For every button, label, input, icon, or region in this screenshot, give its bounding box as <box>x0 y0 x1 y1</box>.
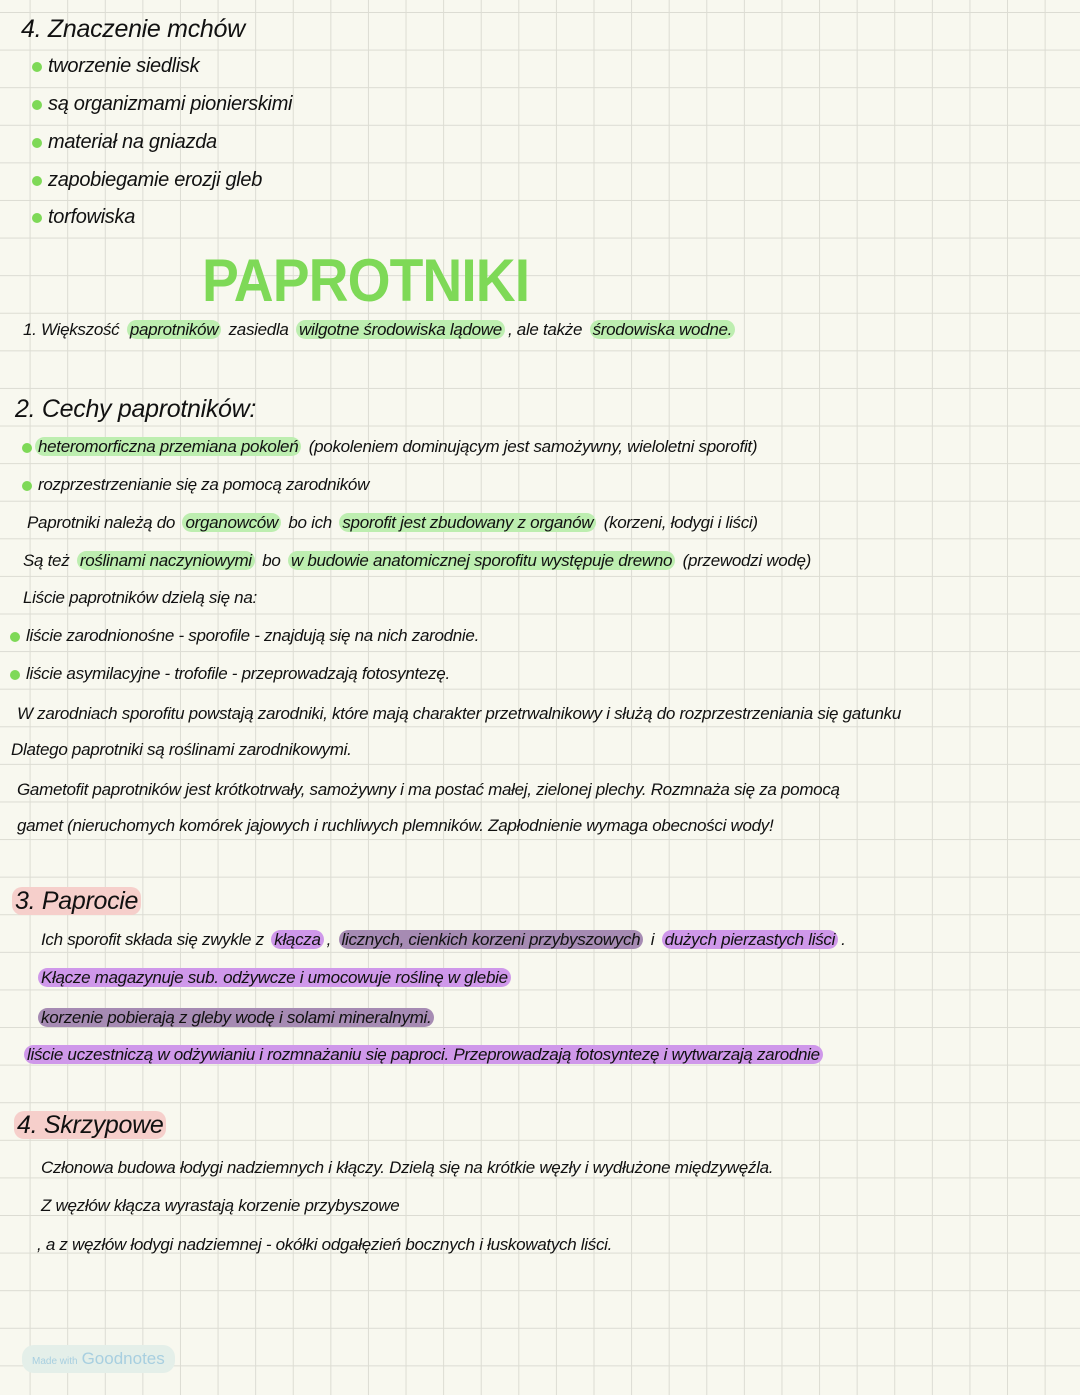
note-text: , a z węzłów łodygi nadziemnej - okółki odgałęzień bocznych i łuskowatych liści. <box>37 1235 613 1254</box>
note-line <box>38 1006 434 1030</box>
note-line <box>8 738 355 762</box>
note-line <box>12 394 259 424</box>
goodnotes-badge <box>22 1345 175 1373</box>
note-line <box>24 1043 823 1067</box>
highlighted-text: licznych, cienkich korzeni przybyszowych <box>339 930 644 949</box>
note-line <box>32 205 138 229</box>
badge-prefix: Made with <box>32 1356 78 1367</box>
note-text: bo <box>257 551 285 570</box>
highlighted-text: korzenie pobierają z gleby wodę i solami mineralnymi. <box>38 1008 434 1027</box>
note-text: torfowiska <box>48 206 136 228</box>
highlighted-text: 4. Skrzypowe <box>14 1111 166 1139</box>
note-line <box>22 473 372 497</box>
note-text: są organizmami pionierskimi <box>48 93 293 115</box>
highlighted-text: środowiska wodne. <box>590 320 735 339</box>
note-line <box>20 549 814 573</box>
note-line <box>34 1233 615 1257</box>
note-line <box>32 54 202 78</box>
note-text: rozprzestrzenianie się za pomocą zarodników <box>38 475 370 494</box>
note-text: Paprotniki należą do <box>27 513 180 532</box>
highlighted-text: wilgotne środowiska lądowe <box>296 320 505 339</box>
note-text: materiał na gniazda <box>48 131 217 153</box>
bullet-icon <box>22 481 32 491</box>
note-line <box>32 130 220 154</box>
note-text: Liście paprotników dzielą się na: <box>23 588 257 607</box>
note-text: Dlatego paprotniki są roślinami zarodnikowymi. <box>11 740 352 759</box>
highlighted-text: liście uczestniczą w odżywianiu i rozmnażaniu się paproci. Przeprowadzają fotosyntezę i wytwarzają zarodnie <box>24 1045 823 1064</box>
note-text: i <box>646 930 659 949</box>
note-text: liście asymilacyjne - trofofile - przeprowadzają fotosyntezę. <box>26 664 450 683</box>
note-line <box>38 928 849 952</box>
bullet-icon <box>32 100 42 110</box>
bullet-icon <box>32 62 42 72</box>
note-text: (pokoleniem dominującym jest samożywny, wieloletni sporofit) <box>304 437 758 456</box>
bullet-icon <box>10 670 20 680</box>
note-text: liście zarodnionośne - sporofile - znajdują się na nich zarodnie. <box>26 626 479 645</box>
note-line <box>38 966 511 990</box>
note-line <box>38 1194 402 1218</box>
page-title: PAPROTNIKI <box>202 247 530 314</box>
note-text: Ich sporofit składa się zwykle z <box>41 930 269 949</box>
bullet-icon <box>32 176 42 186</box>
note-text: Gametofit paprotników jest krótkotrwały, samożywny i ma postać małej, zielonej plechy. Rozmnaża się za pomocą <box>17 780 840 799</box>
highlighted-text: Kłącze magazynuje sub. odżywcze i umocowuje roślinę w glebie <box>38 968 511 987</box>
note-text: zapobiegamie erozji gleb <box>48 169 263 191</box>
note-text: zasiedla <box>224 320 294 339</box>
note-line <box>12 886 141 916</box>
note-text: (korzeni, łodygi i liści) <box>599 513 758 532</box>
note-line <box>10 662 453 686</box>
note-text: Członowa budowa łodygi nadziemnych i kłączy. Dzielą się na krótkie węzły i wydłużone międzywęźla. <box>41 1158 774 1177</box>
note-text: bo ich <box>283 513 337 532</box>
note-text: . <box>841 930 846 949</box>
note-line <box>32 168 265 192</box>
note-text: 2. Cechy paprotników: <box>15 395 257 423</box>
bullet-icon <box>22 443 32 453</box>
note-line <box>14 814 776 838</box>
note-text: Z węzłów kłącza wyrastają korzenie przybyszowe <box>41 1196 400 1215</box>
badge-brand: Goodnotes <box>81 1349 165 1368</box>
note-line <box>32 92 295 116</box>
note-text: gamet (nieruchomych komórek jajowych i ruchliwych plemników. Zapłodnienie wymaga obecności wody! <box>17 816 774 835</box>
note-line <box>38 1156 776 1180</box>
highlighted-text: w budowie anatomicznej sporofitu występuje drewno <box>288 551 675 570</box>
highlighted-text: kłącza <box>271 930 323 949</box>
note-text: 1. Większość <box>23 320 124 339</box>
note-line <box>18 14 248 44</box>
note-line <box>24 511 761 535</box>
note-text: 4. Znaczenie mchów <box>21 15 245 43</box>
note-line <box>14 1110 166 1140</box>
note-text: tworzenie siedlisk <box>48 55 200 77</box>
highlighted-text: 3. Paprocie <box>12 887 141 915</box>
bullet-icon <box>32 213 42 223</box>
note-text: W zarodniach sporofitu powstają zarodniki, które mają charakter przetrwalnikowy i służą do rozprzestrzeniania się gatunku <box>17 704 902 723</box>
note-line <box>10 624 482 648</box>
highlighted-text: dużych pierzastych liści <box>662 930 838 949</box>
highlighted-text: sporofit jest zbudowany z organów <box>339 513 596 532</box>
note-line <box>20 586 260 610</box>
note-line <box>14 702 904 726</box>
note-text: , <box>326 930 336 949</box>
note-line <box>20 318 735 342</box>
note-text: , ale także <box>507 320 587 339</box>
highlighted-text: heteromorficzna przemiana pokoleń <box>35 437 301 456</box>
note-line <box>22 435 760 459</box>
bullet-icon <box>32 138 42 148</box>
highlighted-text: organowców <box>182 513 280 532</box>
note-text: Są też <box>23 551 74 570</box>
highlighted-text: roślinami naczyniowymi <box>77 551 255 570</box>
bullet-icon <box>10 632 20 642</box>
note-line <box>14 778 843 802</box>
note-text: (przewodzi wodę) <box>678 551 812 570</box>
highlighted-text: paprotników <box>127 320 221 339</box>
